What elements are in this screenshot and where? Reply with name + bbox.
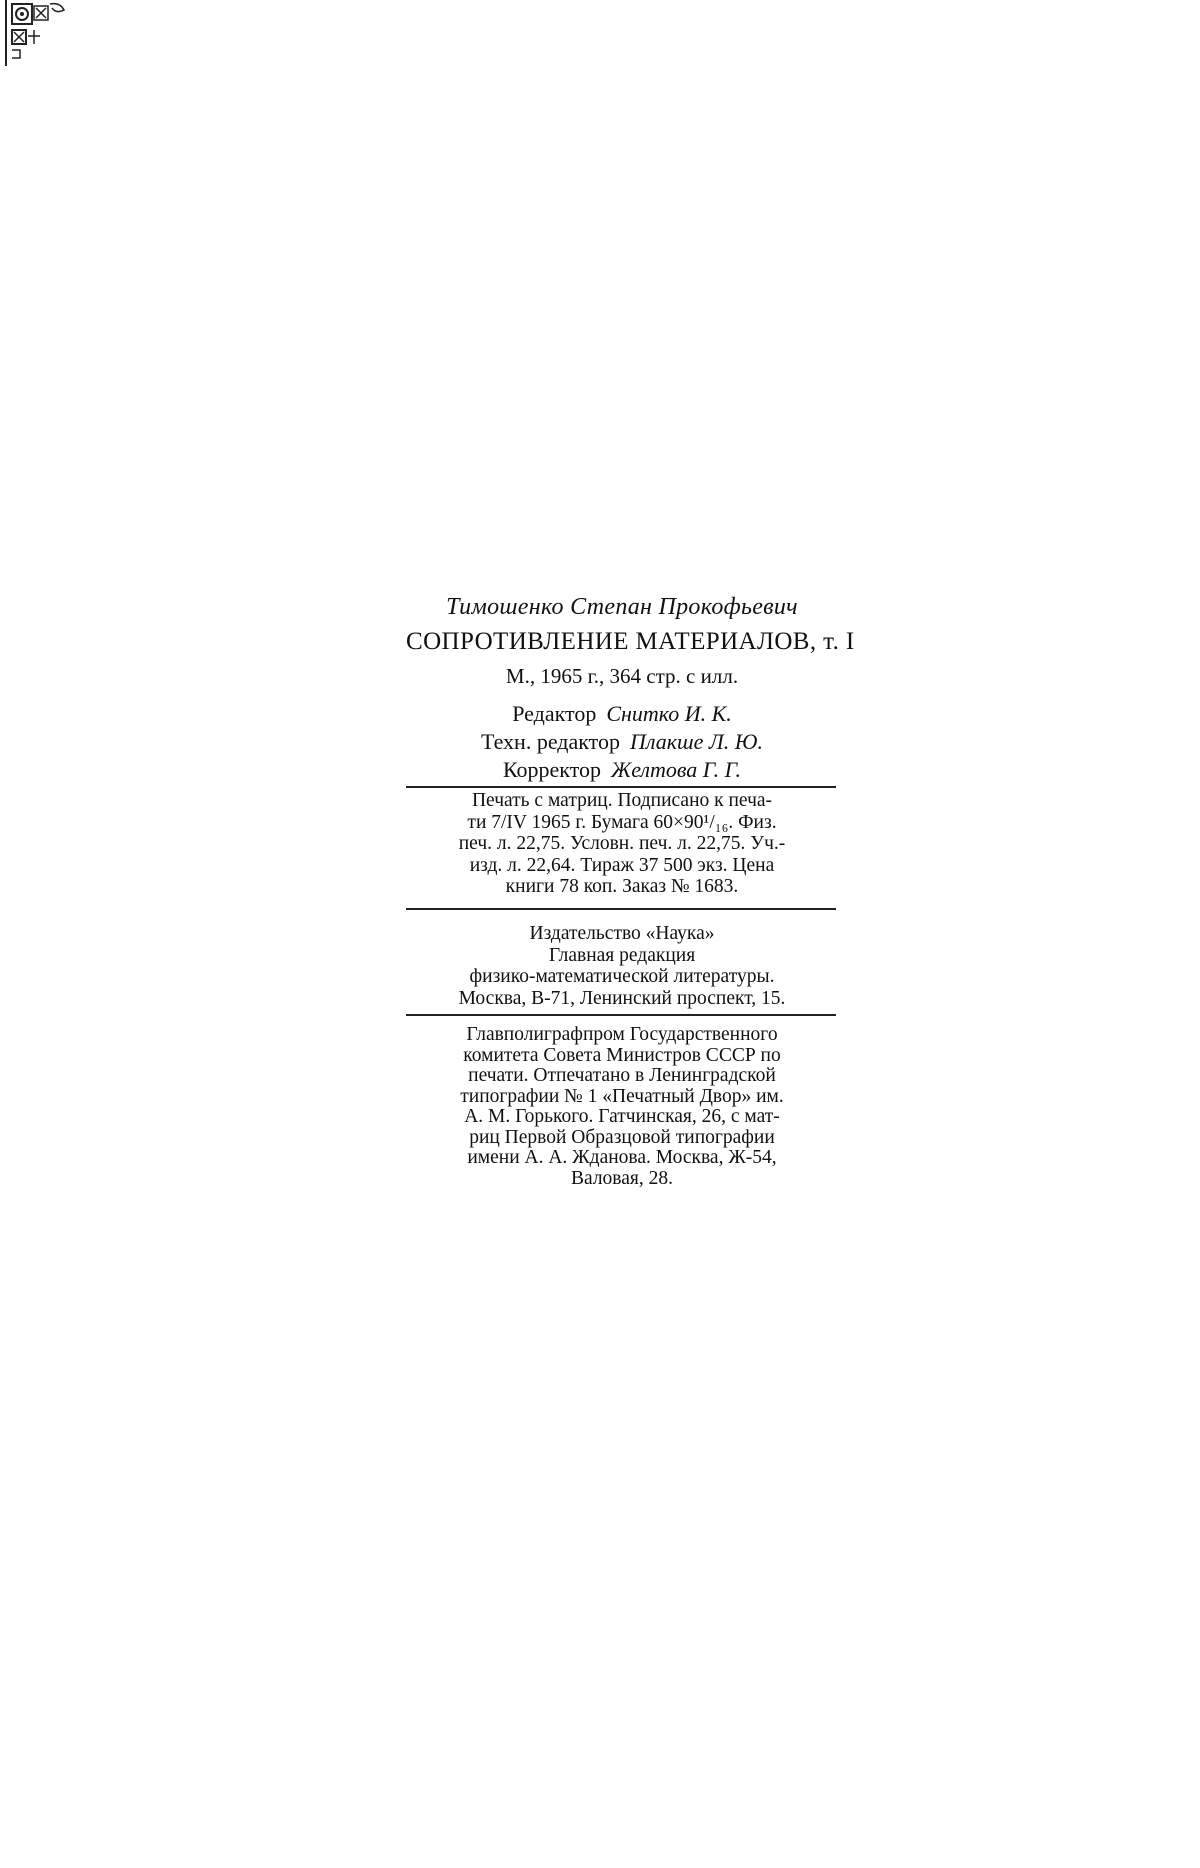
print-info-line: изд. л. 22,64. Тираж 37 500 экз. Цена: [469, 854, 775, 876]
corner-ornament-icon: [4, 0, 66, 66]
credit-editor: [406, 700, 838, 728]
divider: [406, 786, 836, 788]
print-info-line: Печать с матриц. Подписано к печа-: [471, 790, 773, 811]
credit-role: Техн. редактор: [480, 729, 620, 754]
publisher-line: Издательство «Наука»: [529, 923, 715, 944]
book-title: СОПРОТИВЛЕНИЕ МАТЕРИАЛОВ, т. I: [406, 628, 855, 655]
printer-line: А. М. Горького. Гатчинская, 26, с мат-: [464, 1106, 780, 1127]
edition-info: М., 1965 г., 364 стр. с илл.: [505, 664, 739, 688]
printer-line: имени А. А. Жданова. Москва, Ж-54,: [467, 1147, 777, 1168]
printer-line: печати. Отпечатано в Ленинградской: [468, 1065, 776, 1086]
divider: [406, 1014, 836, 1016]
credit-tech-editor: [406, 728, 838, 756]
print-info-line: ти 7/IV 1965 г. Бумага 60×90¹/₁₆. Физ.: [467, 811, 777, 833]
printer-line: комитета Совета Министров СССР по: [463, 1044, 781, 1066]
credits-list: [406, 700, 838, 784]
printer-line: Валовая, 28.: [570, 1167, 673, 1189]
book-author: Тимошенко Степан Прокофьевич: [446, 594, 798, 620]
credit-name: Желтова Г. Г.: [611, 757, 742, 782]
printer-line: риц Первой Образцовой типографии: [469, 1126, 775, 1148]
credit-proofreader: [406, 756, 838, 784]
printer-info: [406, 1025, 838, 1189]
print-info-line: печ. л. 22,75. Условн. печ. л. 22,75. Уч.-: [458, 833, 786, 854]
print-info: [406, 790, 838, 898]
credit-name: Снитко И. К.: [606, 701, 732, 726]
printer-line: Главполиграфпром Государственного: [466, 1024, 778, 1045]
publisher-info: [406, 923, 838, 1009]
credit-role: Корректор: [502, 757, 602, 782]
print-info-line: книги 78 коп. Заказ № 1683.: [505, 876, 739, 897]
publisher-line: Москва, В-71, Ленинский проспект, 15.: [458, 987, 786, 1009]
credit-name: Плакше Л. Ю.: [629, 729, 764, 754]
divider: [406, 908, 836, 910]
printer-line: типографии № 1 «Печатный Двор» им.: [460, 1085, 784, 1107]
credit-role: Редактор: [512, 701, 597, 726]
publisher-line: физико-математической литературы.: [469, 966, 775, 987]
publisher-line: Главная редакция: [548, 944, 696, 966]
